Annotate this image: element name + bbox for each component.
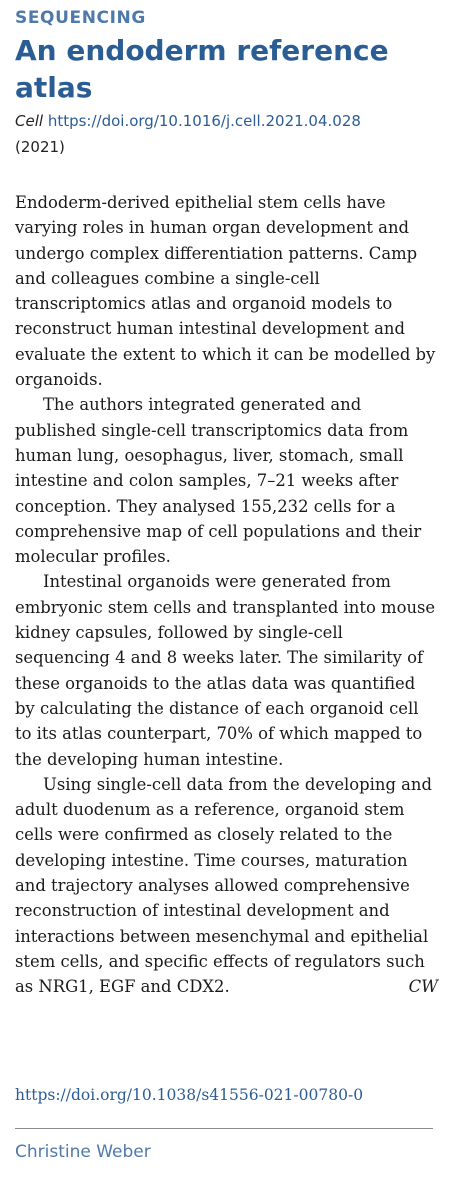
article-title: An endoderm reference atlas	[15, 34, 389, 104]
section-label: SEQUENCING	[15, 8, 146, 28]
article-body	[15, 190, 440, 1000]
publication-year: (2021)	[15, 138, 65, 156]
body-paragraph-2: The authors integrated generated and published single-cell transcriptomics data from human lung, oesophagus, liver, stomach, small intestine and colon samples, 7–21 weeks after conception. They analysed 155,232 cells for a comprehensive map of cell populations and their molecular profiles.	[15, 395, 422, 567]
body-paragraph-1: Endoderm-derived epithelial stem cells have varying roles in human organ development and undergo complex differentiation patterns. Camp and colleagues combine a single-cell transcriptomics atlas and organoid models to reconstruct human intestinal development and evaluate the extent to which it can be modelled by organoids.	[15, 193, 436, 390]
body-paragraph-3: Intestinal organoids were generated from embryonic stem cells and transplanted into mouse kidney capsules, followed by single-cell sequencing 4 and 8 weeks later. The similarity of these organoids to the atlas data was quantified by calculating the distance of each organoid cell to its atlas counterpart, 70% of which mapped to the developing human intestine.	[15, 572, 436, 769]
citation	[15, 108, 455, 160]
source-doi-link[interactable]: https://doi.org/10.1016/j.cell.2021.04.028	[47, 112, 361, 130]
final-paragraph-row	[15, 772, 440, 1000]
author-initials: CW	[408, 977, 438, 997]
body-paragraph-4: Using single-cell data from the developing and adult duodenum as a reference, organoid stem cells were confirmed as closely related to the developing intestine. Time courses, maturation and trajectory analyses allowed comprehensive reconstruction of intestinal development and interactions between mesenchymal and epithelial stem cells, and specific effects of regulators such as NRG1, EGF and CDX2.	[15, 774, 432, 997]
author-name: Christine Weber	[15, 1142, 151, 1162]
reference-doi-link[interactable]: https://doi.org/10.1038/s41556-021-00780-0	[15, 1086, 364, 1104]
divider	[15, 1128, 433, 1129]
journal-name: Cell	[15, 112, 44, 130]
